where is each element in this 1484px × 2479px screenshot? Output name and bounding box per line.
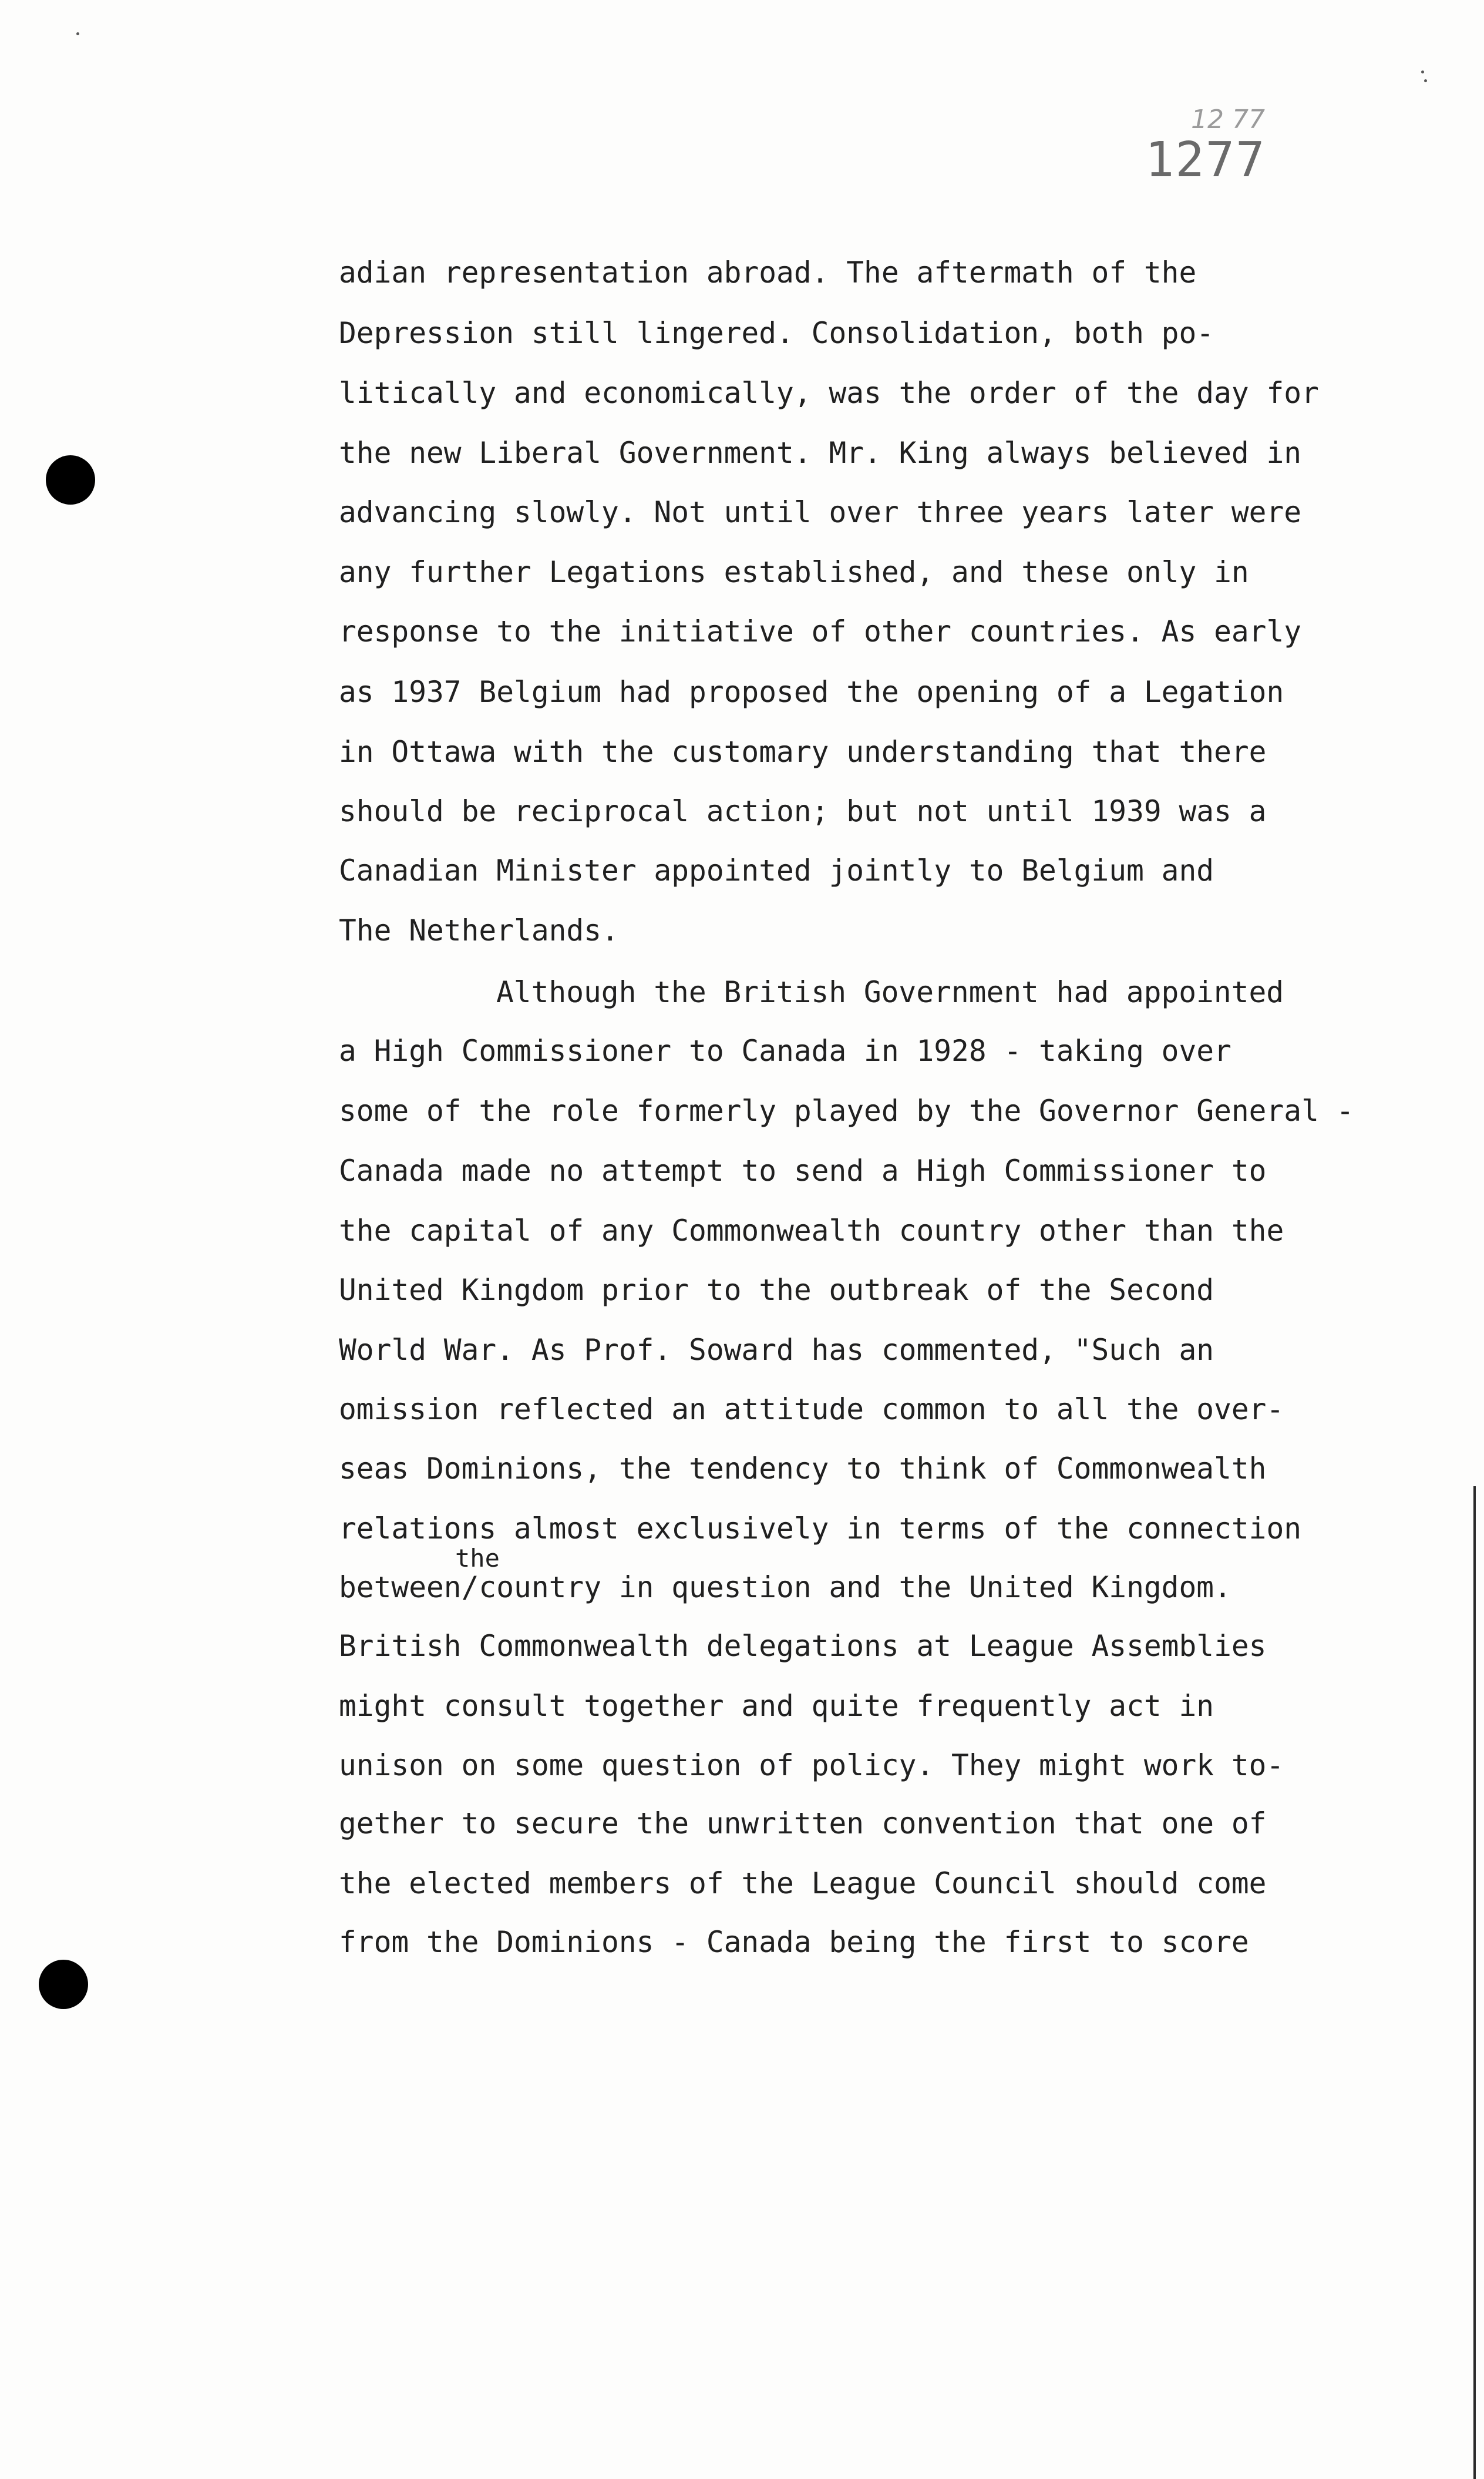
punch-hole-top [46,455,95,505]
punch-hole-bottom [39,1960,88,2009]
text-line-10: should be reciprocal action; but not until 1939 was a [339,794,1267,828]
text-line-24: British Commonwealth delegations at League Assemblies [339,1629,1267,1663]
page-number-pencil: 12 77 [1191,105,1265,135]
text-line-15: some of the role formerly played by the Governor General - [339,1094,1354,1128]
text-line-11: Canadian Minister appointed jointly to Belgium and [339,854,1214,888]
page-number: 1277 [1145,132,1266,188]
text-line-28: the elected members of the League Council should come [339,1866,1267,1900]
text-line-8: as 1937 Belgium had proposed the opening of a Legation [339,675,1284,709]
text-line-29: from the Dominions - Canada being the first to score [339,1925,1249,1959]
text-line-26: unison on some question of policy. They might work to- [339,1748,1284,1782]
text-line-4: the new Liberal Government. Mr. King always believed in [339,436,1302,470]
text-line-17: the capital of any Commonwealth country other than the [339,1214,1284,1248]
text-line-21: seas Dominions, the tendency to think of Commonwealth [339,1452,1267,1486]
scan-speck [76,32,79,35]
text-line-18: United Kingdom prior to the outbreak of the Second [339,1273,1214,1307]
text-line-6: any further Legations established, and these only in [339,555,1249,589]
text-line-13: Although the British Government had appointed [496,975,1284,1009]
text-line-7: response to the initiative of other countries. As early [339,614,1302,649]
text-line-14: a High Commissioner to Canada in 1928 - taking over [339,1034,1231,1068]
text-line-5: advancing slowly. Not until over three years later were [339,495,1302,529]
scan-speck [1424,79,1427,82]
text-line-2: Depression still lingered. Consolidation, both po- [339,316,1214,350]
text-line-19: World War. As Prof. Soward has commented, "Such an [339,1333,1214,1367]
text-line-16: Canada made no attempt to send a High Commissioner to [339,1154,1267,1188]
inserted-word: the [455,1544,500,1573]
text-line-3: litically and economically, was the order of the day for [339,376,1319,410]
scan-edge-line [1473,1486,1476,2479]
text-line-12: The Netherlands. [339,913,619,948]
text-line-27: gether to secure the unwritten convention that one of [339,1806,1267,1840]
text-line-1: adian representation abroad. The aftermath of the [339,256,1197,290]
text-line-9: in Ottawa with the customary understanding that there [339,735,1267,769]
scan-speck [1421,70,1424,73]
text-line-22: relations almost exclusively in terms of the connection [339,1511,1302,1546]
text-line-23: between/country in question and the United Kingdom. [339,1570,1231,1604]
text-line-25: might consult together and quite frequently act in [339,1689,1214,1723]
text-line-20: omission reflected an attitude common to all the over- [339,1392,1284,1426]
